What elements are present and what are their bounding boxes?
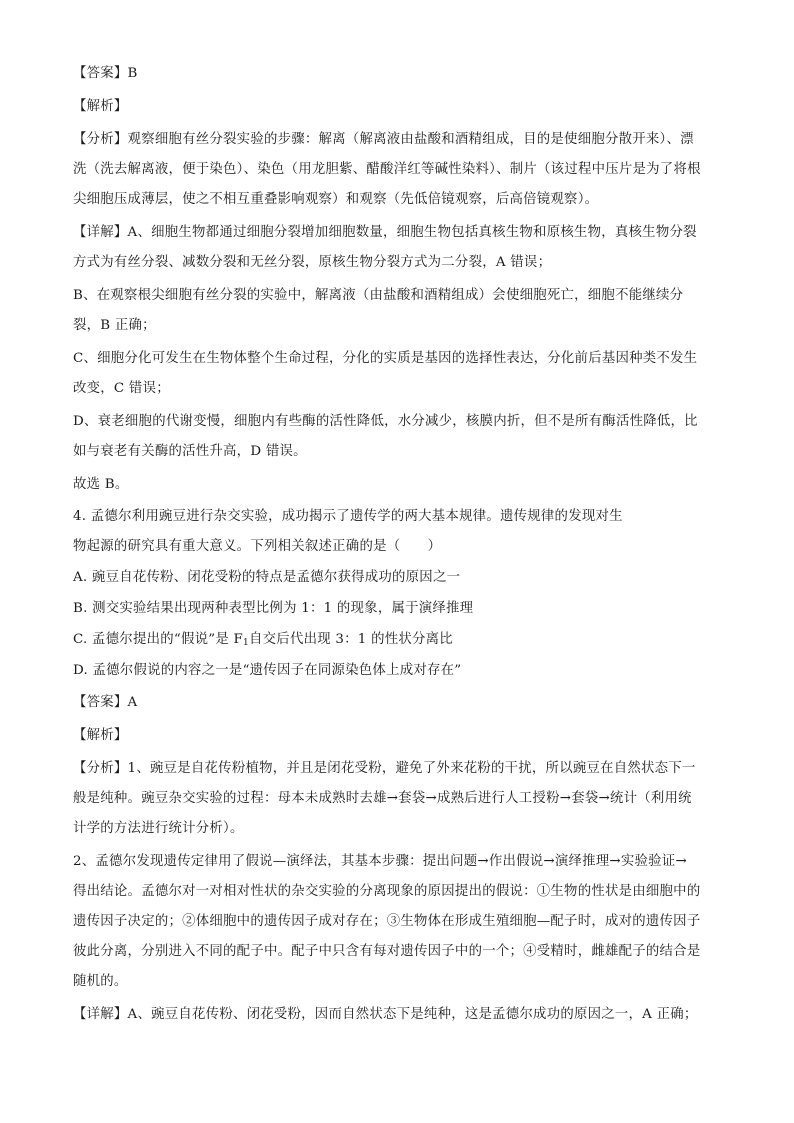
text-line: 2、孟德尔发现遗传定律用了假说—演绎法，其基本步骤：提出问题→作出假说→演绎推理→实验验证→: [73, 854, 687, 869]
text-line: 般是纯种。豌豆杂交实验的过程：母本未成熟时去雄→套袋→成熟后进行人工授粉→套袋→统计（利用统: [73, 791, 692, 806]
analysis-heading: 【解析】: [73, 728, 128, 743]
text-line: B、在观察根尖细胞有丝分裂的实验中，解离液（由盐酸和酒精组成）会使细胞死亡，细胞不能继续分: [73, 288, 684, 303]
text-line: 遗传因子决定的；②体细胞中的遗传因子成对存在；③生物体在形成生殖细胞—配子时，成对的遗传因子: [73, 914, 701, 929]
answer-line: 【答案】A: [73, 695, 138, 710]
text-line: 改变，C 错误；: [73, 381, 170, 396]
text-line: 洗（洗去解离液，便于染色）、染色（用龙胆紫、醋酸洋红等碱性染料）、制片（该过程中压片是为了将根: [73, 162, 701, 177]
question-stem: 物起源的研究具有重大意义。下列相关叙述正确的是（ ）: [73, 539, 442, 554]
text-line: 裂，B 正确；: [73, 318, 156, 333]
analysis-heading: 【解析】: [73, 99, 128, 114]
text-line: 如与衰老有关酶的活性升高，D 错误。: [73, 444, 307, 459]
text-line: 方式为有丝分裂、减数分裂和无丝分裂，原核生物分裂方式为二分裂，A 错误；: [73, 255, 552, 270]
text-line: 随机的。: [73, 974, 128, 989]
text-line: C、细胞分化可发生在生物体整个生命过程，分化的实质是基因的选择性表达，分化前后基因种类不发生: [73, 351, 698, 366]
text-line: 彼此分离，分别进入不同的配子中。配子中只含有每对遗传因子中的一个；④受精时，雌雄配子的结合是: [73, 944, 701, 959]
text-line: 得出结论。孟德尔对一对相对性状的杂交实验的分离现象的原因提出的假说：①生物的性状是由细胞中的: [73, 884, 701, 899]
text-line: 【详解】A、豌豆自花传粉、闭花受粉，因而自然状态下是纯种，这是孟德尔成功的原因之一，A 正确；: [73, 1007, 698, 1022]
text-line: 【分析】1、豌豆是自花传粉植物，并且是闭花受粉，避免了外来花粉的干扰，所以豌豆在自然状态下一: [73, 761, 696, 776]
text-line: D、衰老细胞的代谢变慢，细胞内有些酶的活性降低，水分减少，核膜内折，但不是所有酶活性降低，比: [73, 414, 698, 429]
option-c: C. 孟德尔提出的“假说”是 $F_1$自交后代出现 3：1 的性状分离比: [73, 632, 453, 648]
text-line: 计学的方法进行统计分析）。: [73, 821, 244, 836]
text-line: 【详解】A、细胞生物都通过细胞分裂增加细胞数量，细胞生物包括真核生物和原核生物，真核生物分裂: [73, 225, 697, 240]
answer-line: 【答案】B: [73, 66, 138, 81]
text-line: 【分析】观察细胞有丝分裂实验的步骤：解离（解离液由盐酸和酒精组成，目的是使细胞分散开来）、漂: [73, 132, 694, 147]
option-a: A. 豌豆自花传粉、闭花受粉的特点是孟德尔获得成功的原因之一: [73, 570, 461, 585]
text-line: 故选 B。: [73, 477, 129, 492]
question-stem: 4. 孟德尔利用豌豆进行杂交实验，成功揭示了遗传学的两大基本规律。遗传规律的发现对生: [73, 509, 623, 524]
text-line: 尖细胞压成薄层，使之不相互重叠影响观察）和观察（先低倍镜观察，后高倍镜观察）。: [73, 192, 599, 207]
option-d: D. 孟德尔假说的内容之一是“遗传因子在同源染色体上成对存在”: [73, 663, 462, 678]
option-b: B. 测交实验结果出现两种表型比例为 1：1 的现象，属于演绎推理: [73, 601, 474, 616]
